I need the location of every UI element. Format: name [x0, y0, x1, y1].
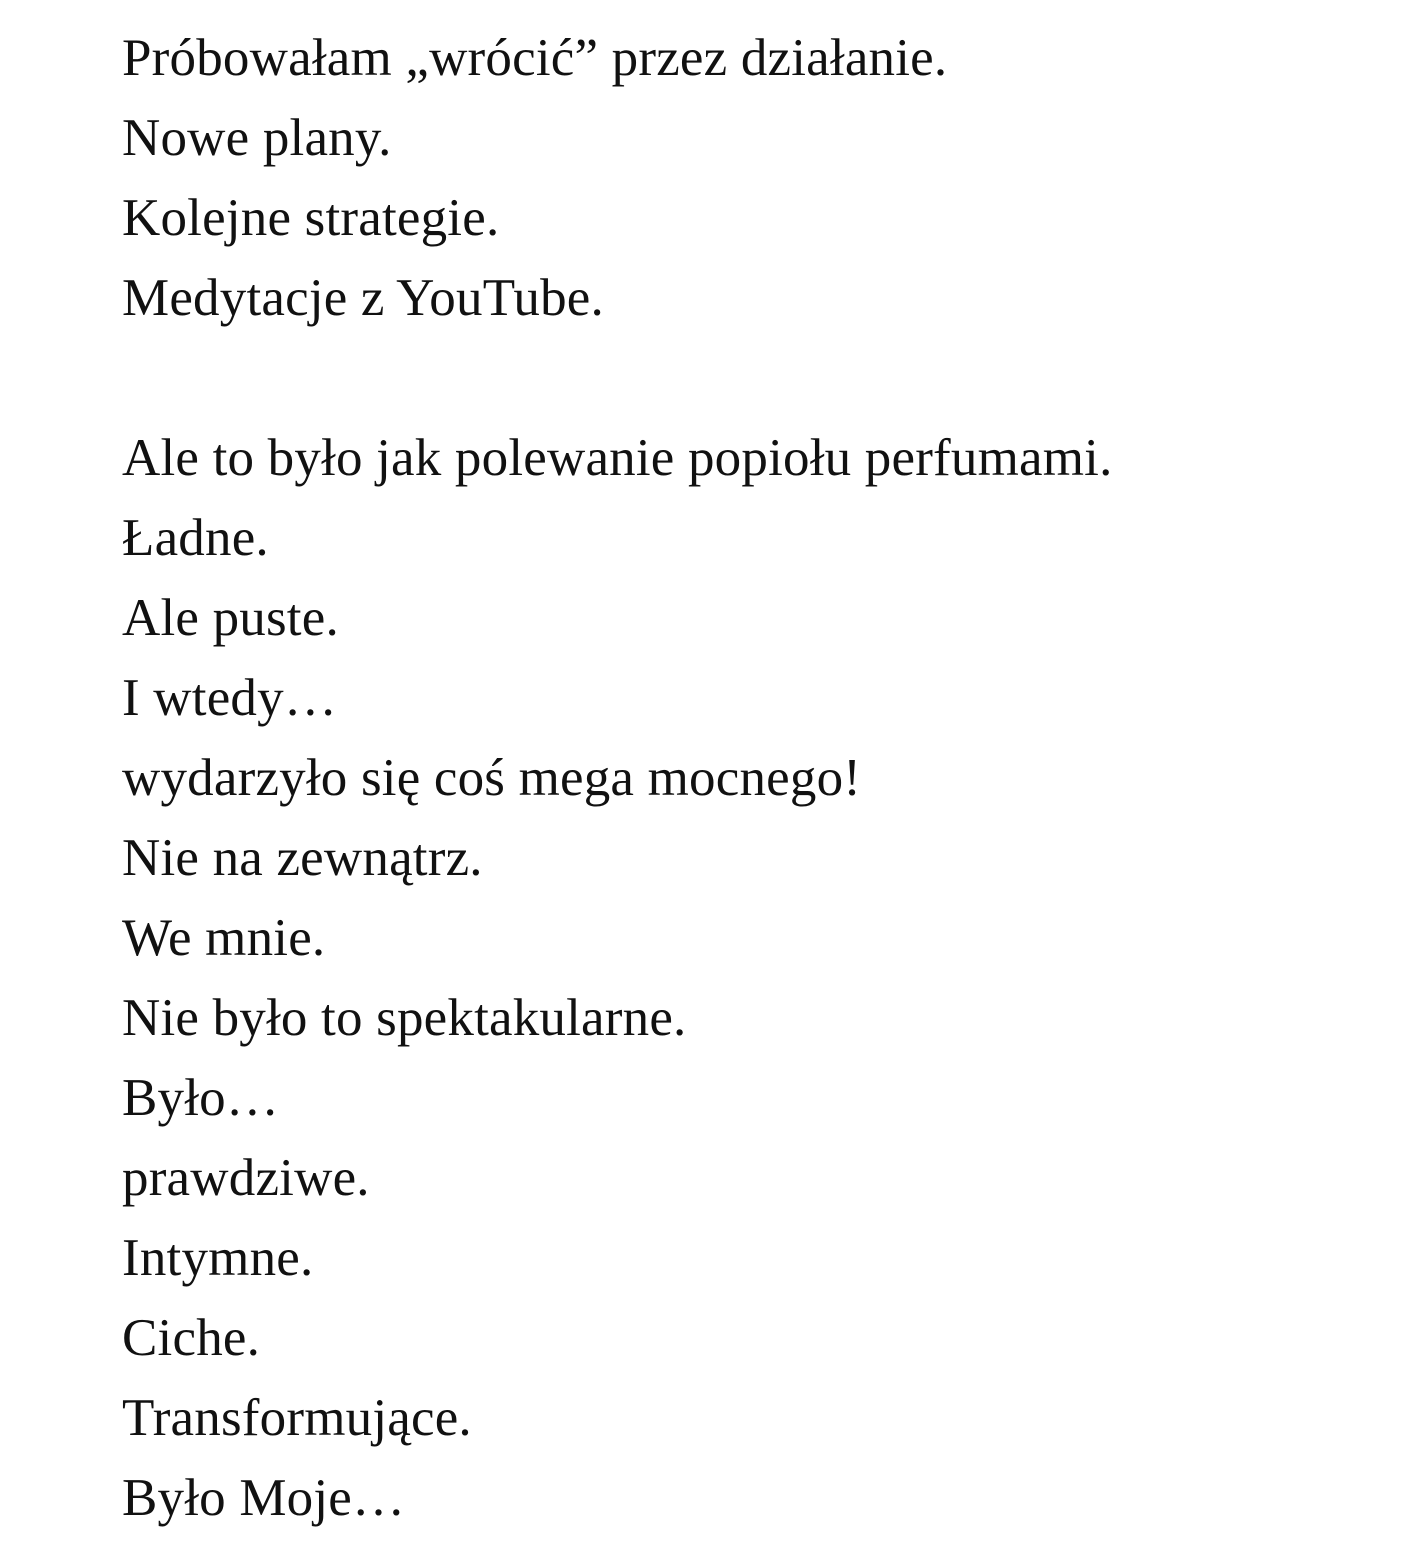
text-line: Intymne. — [122, 1229, 314, 1287]
text-line: Kolejne strategie. — [122, 189, 500, 247]
text-line: Ale to było jak polewanie popiołu perfumami. — [122, 429, 1113, 487]
text-line: Medytacje z YouTube. — [122, 269, 604, 327]
text-line: Było… — [122, 1069, 280, 1127]
text-line: Nie było to spektakularne. — [122, 989, 687, 1047]
text-line: Nowe plany. — [122, 109, 392, 167]
text-line: I wtedy… — [122, 669, 338, 727]
text-line: Nie na zewnątrz. — [122, 829, 483, 887]
text-line: Transformujące. — [122, 1389, 472, 1447]
text-line: wydarzyło się coś mega mocnego! — [122, 749, 862, 807]
stanza-1 — [122, 18, 1362, 338]
stanza-divider — [122, 338, 1362, 418]
stanza-2 — [122, 418, 1362, 1538]
text-line: prawdziwe. — [122, 1149, 370, 1207]
text-line: Ale puste. — [122, 589, 339, 647]
text-line: Ciche. — [122, 1309, 261, 1367]
text-line: Próbowałam „wrócić” przez działanie. — [122, 29, 948, 87]
text-line: We mnie. — [122, 909, 326, 967]
text-line: Było Moje… — [122, 1469, 406, 1527]
text-line: Ładne. — [122, 509, 269, 567]
text-content — [122, 18, 1362, 1538]
